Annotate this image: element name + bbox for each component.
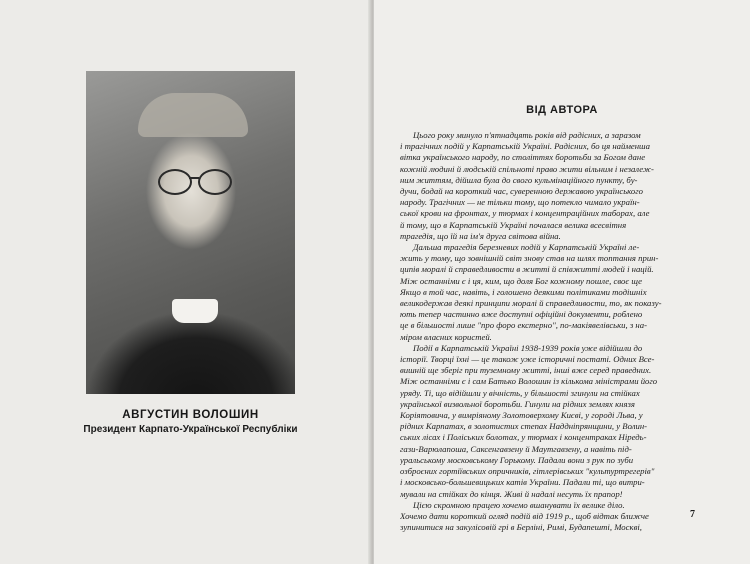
caption-name: АВГУСТИН ВОЛОШИН — [122, 409, 259, 421]
clerical-collar — [172, 299, 218, 323]
text-line: Між останніми є і ця, ким, що доля Бог кожному пошле, своє ще — [400, 275, 642, 286]
glasses-right-lens — [198, 169, 232, 195]
text-line: й тому, що в Карпатській Україні почалася велика всесвітня — [400, 219, 627, 230]
text-line: і трагічних подій у Карпатській Україні. Радісних, бо ця найменша — [400, 141, 650, 152]
text-line: Цією скромною працею хочемо вшанувати їх велике діло. — [413, 499, 625, 510]
text-line: Цього року минуло п'ятнадцять років від радісних, а заразом — [413, 130, 641, 140]
caption-role: Президент Карпато-Української Республіки — [83, 424, 298, 435]
text-line: вишній ще зберіг при туземному житті, інші вже серед праведних. — [400, 365, 652, 376]
text-line: ської крови на фронтах, у тюрмах і концентраційних таборах, але — [400, 208, 650, 219]
text-line: Якщо в той час, навіть, і голошено деякими політиками тодішніх — [400, 286, 647, 297]
text-line: Коріятовича, у вимріяному Золотоверхому Києві, у городі Льва, у — [400, 410, 643, 421]
left-page — [0, 0, 372, 564]
text-line: уральському московському Горькому. Падали вони з рук по зуби — [400, 454, 634, 465]
text-line: Дальша трагедія березневих подій у Карпатській Україні ле- — [413, 242, 640, 253]
text-line: трагедія, що їй на ім'я друга світова війна. — [400, 230, 561, 241]
text-line: озброєних гортіївських опричників, гітлерівських "культуртрегерів" — [400, 466, 655, 477]
text-line: великодержав деякі принципи моралі й справедливости, то, як показу- — [400, 298, 662, 309]
text-line: Події в Карпатській Україні 1938-1939 років уже відійшли до — [413, 342, 643, 353]
text-line: історії. Творці їхні — це також уже історичні постаті. Одних Все- — [400, 354, 655, 365]
text-line: Між останніми є і сам Батько Волошин із кількома міністрами його — [400, 376, 658, 387]
text-line: народу. Трагічних — не тільки тому, що потекло чимало україн- — [400, 197, 640, 208]
text-line: жить у тому, що зовнішній світ знову став на шлях топтання прин- — [400, 253, 659, 264]
text-line: ципів моралі й справедливости в житті й співжитті людей і націй. — [400, 264, 654, 275]
text-line: Хочемо дати короткий огляд подій від 1919 р., щоб відтак ближче — [400, 510, 649, 521]
text-line: рідних Карпатах, в золотистих степах Наддніпрянщини, у Волин- — [400, 421, 648, 432]
text-line: вітка українського народу, по століттях боротьби за Богом дане — [400, 152, 646, 163]
glasses-left-lens — [158, 169, 192, 195]
body-text — [400, 130, 700, 533]
text-line: гази-Варюлапоша, Саксенгавзену й Маутгавзену, а навіть під- — [400, 443, 632, 454]
text-line: ють тепер частинно вже доступні офіційні документи, роблено — [400, 309, 643, 320]
text-line: і московсько-большевицьких катів України. Падали ті, що витри- — [400, 477, 645, 488]
text-line: міром власних користей. — [400, 331, 492, 342]
page-heading: ВІД АВТОРА — [526, 104, 598, 116]
text-line: кожній людині й людській спільноті право жити вільним і незалеж- — [400, 163, 654, 174]
text-line: ним життям, дійшла була до свого кульмінаційного пункту, бу- — [400, 174, 638, 185]
text-line: української визвольної боротьби. Гинули на рідних землях князя — [400, 398, 635, 409]
text-line: дучи, бодай на короткий час, суверенною державою українського — [400, 186, 643, 197]
portrait-hair — [138, 93, 248, 137]
text-line: уряду. Ті, що відійшли у вічність, у більшості згинули на стійках — [400, 387, 640, 398]
text-line: зупинитися на закулісовій грі в Берліні, Римі, Будапешті, Москві, — [400, 522, 642, 533]
portrait-photo — [86, 71, 295, 394]
page-number: 7 — [690, 509, 695, 520]
text-line: це в більшості лише "про форо екстерно", по-макіявелівськи, з на- — [400, 320, 647, 331]
text-line: мували на стійках до кінця. Живі й надалі несуть їх прапор! — [400, 488, 623, 499]
text-line: ських лісах і Поліських болотах, у тюрмах і концентраках Ніредь- — [400, 432, 647, 443]
